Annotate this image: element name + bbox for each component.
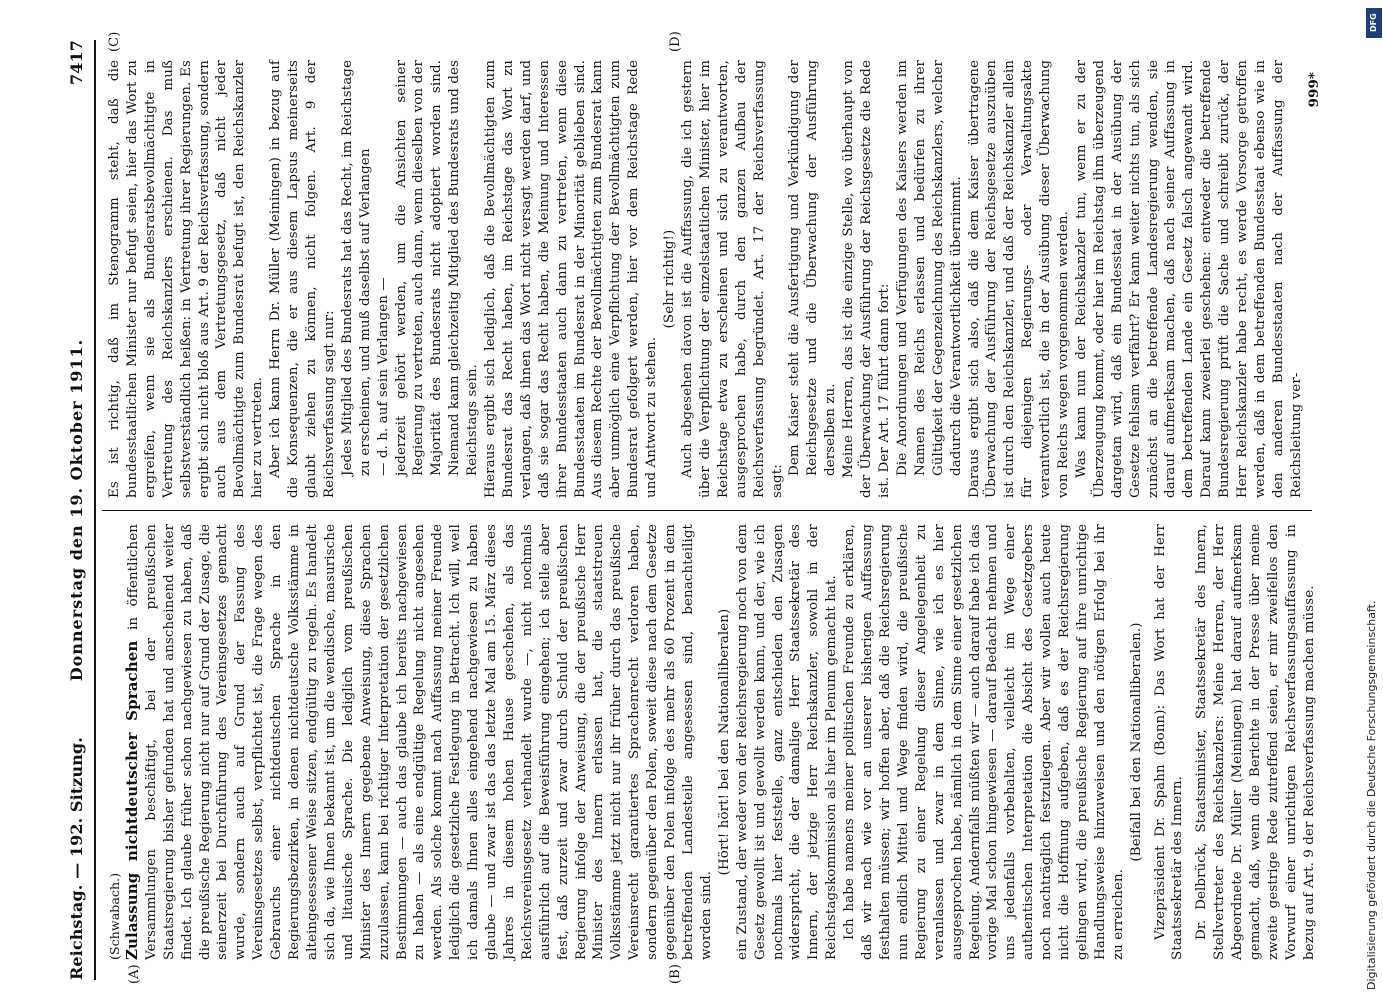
topic-heading: Zulassung nichtdeutscher Sprachen (122, 640, 141, 960)
paragraph: Daraus ergibt sich also, daß die dem Kaiser übertragene Überwachung der Ausführung der Reichsgesetze auszuüben ist durch den Reichskanzler, und daß der Reichskanzler allein für diejenigen Regierungs- oder Verwaltungsakte verantwortlich ist, die in der Ausübung dieser Überwachung von Reichs wegen vorgenommen werden. (966, 60, 1072, 498)
paragraph: Was kann nun der Reichskanzler tun, wenn er zu der Überzeugung kommt, oder hier im Reichstag ihm überzeugend dargetan wird, daß ein Bundesstaat in der Ausübung der Gesetze fehlsam verfährt? Er kann weiter nichts tun, als sich zunächst an die betreffende Landesregierung wenden, sie darauf aufmerksam machen, daß nach seiner Auffassung in dem betreffenden Lande ein Gesetz falsch angewandt wird. Darauf kann zweierlei geschehen: entweder die betreffende Bundesregierung prüft die Sache und schreibt zurück, der Herr Reichskanzler habe recht, es werde Vorsorge getroffen werden, daß in dem betreffenden Bundesstaat ebenso wie in den anderen Bundesstaaten nach der Auffassung der Reichsleitung ver- (1073, 60, 1304, 498)
interjection: (Beifall bei den Nationalliberalen.) (1128, 622, 1144, 862)
signature-mark: 999* (1305, 72, 1322, 108)
paragraph: Ich habe namens meiner politischen Freunde zu erklären, daß wir nach wie vor an unserer bisherigen Auffassung festhalten müssen; wir hoffen aber, daß die Reichsregierung nun endlich Mittel und Wege finden wird, die preußische Regierung zu einer Regelung dieser Angelegenheit zu veranlassen und zwar in dem Sinne, wie ich es hier ausgesprochen habe, nämlich in dem Sinne einer gesetzlichen Regelung. Andernfalls müßten wir — auch darauf habe ich das vorige Mal schon hingewiesen — darauf Bedacht nehmen und uns jedenfalls vorbehalten, vielleicht im Wege einer authentischen Interpretation die Absicht des Gesetzgebers noch nachträglich festzulegen. Aber wir wollen auch heute nicht die Hoffnung aufgeben, daß es der Reichsregierung gelingen wird, die preußische Regierung auf ihre unrichtige Handlungsweise hinzuweisen und den nötigen Erfolg bei ihr zu erreichen. (842, 524, 1126, 960)
quotation: — d. h. auf sein Verlangen — (375, 277, 391, 476)
quotation: Jedes Mitglied des Bundesrats hat das Recht, im Reichstage zu erscheinen, und muß daselbst auf Verlangen (339, 60, 373, 476)
document-page (62, 30, 1322, 990)
header-session: Reichstag. — 192. Sitzung. (67, 737, 86, 980)
margin-marker-d: (D) (668, 31, 683, 52)
paragraph: Meine Herren, das ist die einzige Stelle, wo überhaupt von der Überwachung der Ausführung der Reichsgesetze die Rede ist. Der Art. 17 führt dann fort: (841, 60, 892, 498)
paragraph: Es ist richtig, daß im Stenogramm steht, daß die bundesstaatlichen Minister nur befugt seien, hier das Wort zu ergreifen, wenn sie als Bundesratsbevollmächtigte in Vertretung des Reichskanzlers erschienen. Das muß selbstverständlich heißen: in Vertretung ihrer Regierungen. Es ergibt sich nicht bloß aus Art. 9 der Reichsverfassung, sondern auch aus dem Vertretungsgesetz, daß nicht jeder Bevollmächtigte zum Bundesrat befugt ist, den Reichskanzler hier zu vertreten. (107, 60, 266, 498)
paragraph: Auch abgesehen davon ist die Auffassung, die ich gestern über die Verpflichtung der einzelstaatlichen Minister, hier im Reichstage etwa zu erscheinen und sich zu verantworten, ausgesprochen habe, durch den ganzen Aufbau der Reichsverfassung begründet. Art. 17 der Reichsverfassung sagt: (680, 60, 785, 498)
margin-marker-a: (A) (127, 964, 142, 984)
quotation: Die Anordnungen und Verfügungen des Kaisers werden im Namen des Reichs erlassen und bedürfen zu ihrer Gültigkeit der Gegenzeichnung des Reichskanzlers, welcher dadurch die Verantwortlichkeit übernimmt. (894, 60, 964, 476)
paragraph: Dr. Delbrück, Staatsminister, Staatssekretär des Innern, Stellvertreter des Reichskanzlers: Meine Herren, der Herr Abgeordnete Dr. Müller (Meiningen) hat darauf aufmerksam gemacht, daß, wenn die Berichte in der Presse über meine zweite gestrige Rede zutreffend seien, er mir zweifellos den Vorwurf einer unrichtigen Reichsverfassungsauffassung in bezug auf Art. 9 der Reichsverfassung machen müsse. (1194, 524, 1317, 960)
header-date: Donnerstag den 19. Oktober 1911. (67, 338, 86, 682)
paragraph (124, 524, 716, 960)
paragraph: Hieraus ergibt sich lediglich, daß die Bevollmächtigten zum Bundesrat das Recht haben, im Reichstage das Wort zu verlangen, daß ihnen das Wort nicht versagt werden darf, und daß sie sogar das Recht haben, die Meinung und Interessen ihrer Bundesstaaten auch dann zu vertreten, wenn diese Bundesstaaten im Bundesrat in der Minorität geblieben sind. Aus diesem Rechte der Bevollmächtigten zum Bundesrat kann aber unmöglich eine Verpflichtung der Bevollmächtigten zum Bundesrat gefolgert werden, hier vor dem Reichstage Rede und Antwort zu stehen. (483, 60, 660, 498)
column-divider (102, 510, 1312, 511)
paragraph: ein Zustand, der weder von der Reichsregierung noch von dem Gesetz gewollt ist und gewollt werden kann, und der, wie ich nochmals hier feststelle, ganz entschieden den Zusagen widerspricht, die der damalige Herr Staatssekretär des Innern, der jetzige Herr Reichskanzler, sowohl in der Reichstagskommission als hier im Plenum gemacht hat. (734, 524, 840, 960)
header-rule (94, 40, 96, 980)
left-column (106, 524, 1319, 960)
quotation: jederzeit gehört werden, um die Ansichten seiner Regierung zu vertreten, auch dann, wenn dieselben von der Majorität des Bundesrats nicht adoptiert worden sind. Niemand kann gleichzeitig Mitglied des Bundesrats und des Reichstags sein. (393, 60, 481, 476)
interjection: (Hört! hört! bei den Nationalliberalen) (716, 608, 732, 876)
paragraph: Vizepräsident Dr. Spahn (Bonn): Das Wort hat der Herr Staatssekretär des Innern. (1152, 524, 1186, 960)
page-header (68, 40, 96, 980)
margin-marker-c: (C) (107, 31, 122, 52)
right-column (106, 60, 1324, 498)
quotation: Dem Kaiser steht die Ausfertigung und Verkündigung der Reichsgesetze und die Überwachung der Ausführung derselben zu. (787, 60, 839, 476)
digitization-note: Digitalisierung gefördert durch die Deutsche Forschungsgemeinschaft. (1365, 600, 1378, 990)
paragraph: Aber ich kann Herrn Dr. Müller (Meiningen) in bezug auf die Konsequenzen, die er aus diesem Lapsus meinerseits glaubt ziehen zu können, nicht folgen. Art. 9 der Reichsverfassung sagt nur: (268, 60, 337, 498)
speaker-continuation: (Schwabach.) (107, 872, 122, 960)
dfg-logo: DFG (1366, 8, 1382, 38)
interjection: (Sehr richtig!) (662, 229, 678, 329)
page-number: 7417 (67, 40, 86, 85)
margin-marker-b: (B) (668, 964, 683, 984)
paragraph-text: in öffentlichen Versammlungen beschäftigt, bei der preußischen Staatsregierung bisher gefunden hat und anscheinend weiter findet. Ich glaube früher schon nachgewiesen zu haben, daß die preußische Regierung nicht nur auf Grund der Zusage, die seinerzeit bei Durchführung des Vereinsgesetzes gemacht wurde, sondern auch auf Grund der Fassung des Vereinsgesetzes selbst, verpflichtet ist, die Frage wegen des Gebrauchs einer nichtdeutschen Sprache in den Regierungsbezirken, in denen nichtdeutsche Volksstämme in alteingesessener Weise sitzen, endgültig zu regeln. Es handelt sich da, wie Ihnen bekannt ist, um die wendische, masurische und litauische Sprache. Die lediglich vom preußischen Minister des Innern gegebene Anweisung, diese Sprachen zuzulassen, kann bei richtiger Interpretation der gesetzlichen Bestimmungen — auch das glaube ich bereits nachgewiesen zu haben — als eine endgültige Regelung nicht angesehen werden. Als solche kommt nach Auffassung meiner Freunde lediglich die gesetzliche Festlegung in Betracht. Ich will, weil ich damals Ihnen alles eingehend nachgewiesen zu haben glaube — und zwar ist das das letzte Mal am 15. März dieses Jahres in diesem hohen Hause geschehen, als das Reichsvereinsgesetz verhandelt wurde —, nicht nochmals ausführlich auf die Beweisführung eingehen; ich stelle aber fest, daß zurzeit und zwar durch Schuld der preußischen Regierung infolge der Anweisung, die der preußische Herr Minister des Innern erlassen hat, die staatstreuen Volksstämme jetzt nicht nur ihr früher durch das preußische Vereinsrecht garantiertes Sprachenrecht verloren haben, sondern gegenüber den Polen, soweit diese nach dem Gesetze gegenüber den Polen infolge des mehr als 60 Prozent in dem betreffenden Landesteile angesessen sind, benachteiligt worden sind. (125, 524, 714, 960)
